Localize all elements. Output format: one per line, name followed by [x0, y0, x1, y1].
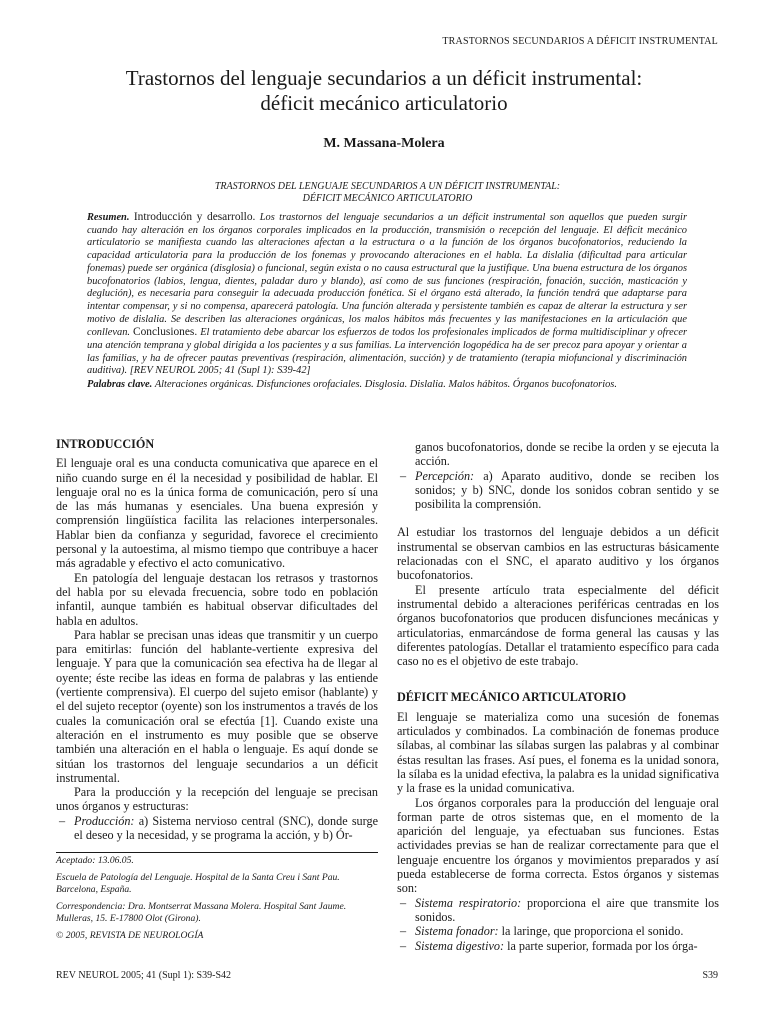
- copyright-text: 2005, REVISTA DE NEUROLOGÍA: [65, 930, 204, 941]
- footnotes: [56, 855, 378, 947]
- section-heading-deficit-mecanico: DÉFICIT MECÁNICO ARTICULATORIO: [397, 690, 627, 705]
- paragraph: El lenguaje se materializa como una sucesión de fonemas articulados y combinados. La combinación de fonemas produce sílabas, al combinar las sílabas surgen las palabras y al combinar éstas resultan las frases. Así pues, el fonema es la unidad sonora, la sílaba es la unidad efectiva, la palabra es la unidad significativa y la frase es la unidad comunicativa.: [397, 709, 719, 796]
- dash-marker: –: [400, 938, 407, 953]
- list-item-text: a) Aparato auditivo, donde se reciben los sonidos; y b) SNC, donde los sonidos cobran sentido y se posibilita la comprensión.: [415, 468, 720, 512]
- english-subtitle: [150, 181, 625, 205]
- list-item: [397, 440, 719, 469]
- footnote-affiliation: Escuela de Patología del Lenguaje. Hospital de la Santa Creu i Sant Pau. Barcelona, España.: [56, 872, 340, 895]
- author: M. Massana-Molera: [323, 136, 445, 151]
- paragraph: Para hablar se precisan unas ideas que transmitir y un cuerpo para emitirlas: función del hablante-vertiente expresiva del lenguaje. Y para que la comunicación sea efectiva ha de llegar al oyente; éste recibe las ideas en forma de palabras y las entiende (vertiente comprensiva). El cuerpo del sujeto emisor (hablante) y el del sujeto receptor (oyente) son los instrumentos a través de los cuales la comunicación oral se efectúa [1]. Cuando existe una alteración en el instrumento es muy posible que se observe también una alteración en el habla o lenguaje. Es aquí donde se sitúan los trastornos del lenguaje secundarios a un déficit instrumental.: [56, 627, 378, 785]
- article-title: [60, 66, 708, 116]
- list-item-label: Sistema fonador:: [415, 924, 499, 939]
- title-line-2: déficit mecánico articulatorio: [260, 91, 508, 115]
- footnote-correspondence: Correspondencia: Dra. Montserrat Massana Molera. Hospital Sant Jaume. Mulleras, 15. E-17800 Olot (Girona).: [56, 901, 347, 924]
- paragraph: El presente artículo trata especialmente del déficit instrumental debido a alteraciones periféricas centradas en los órganos bucofonatorios que producen disfunciones mecánicas y articulatorias, enmarcándose de forma general las causas y las diferentes patologías. Detallar el tratamiento específico para cada caso no es el objetivo de este trabajo.: [397, 582, 719, 669]
- organ-list-continued: [397, 440, 719, 511]
- page-number: S39: [702, 970, 718, 981]
- left-column: [56, 437, 378, 842]
- list-item: [56, 814, 378, 843]
- footnote-accepted: Aceptado: 13.06.05.: [56, 855, 134, 866]
- footnote-divider: [56, 852, 378, 853]
- paragraph: Los órganos corporales para la producción del lenguaje oral forman parte de otros sistemas que, en el momento de la aparición del lenguaje, ya efectuaban sus funciones. Estas actividades previas se han de realizar correctamente para que el lenguaje encuentre los órganos y movimientos preparados y así pueda establecerse de forma correcta. Estos órganos y sistemas son:: [397, 795, 719, 896]
- running-head: TRASTORNOS SECUNDARIOS A DÉFICIT INSTRUMENTAL: [442, 36, 718, 47]
- list-item: [397, 939, 719, 953]
- keywords-text: Alteraciones orgánicas. Disfunciones orofaciales. Disglosia. Dislalia. Malos hábitos. Órganos bucofonatorios.: [154, 379, 617, 391]
- list-item: [397, 896, 719, 925]
- abstract-intro-heading: Introducción y desarrollo.: [133, 211, 256, 223]
- paragraph: Al estudiar los trastornos del lenguaje debidos a un déficit instrumental se observan cambios en las estructuras básicamente relacionadas con el SNC, el aparato auditivo y los órganos bucofonatorios.: [397, 525, 719, 583]
- list-item-text: la laringe, que proporciona el sonido.: [501, 924, 684, 939]
- journal-citation-footer: REV NEUROL 2005; 41 (Supl 1): S39-S42: [56, 970, 232, 981]
- keywords-label: Palabras clave.: [87, 379, 153, 391]
- list-item: [397, 924, 719, 938]
- paragraph: Para la producción y la recepción del lenguaje se precisan unos órganos y estructuras:: [56, 785, 378, 814]
- list-item-text: ganos bucofonatorios, donde se recibe la orden y se ejecuta la acción.: [415, 440, 719, 469]
- list-item-label: Sistema digestivo:: [415, 938, 505, 953]
- abstract-label: Resumen.: [87, 212, 130, 223]
- abstract-intro-text: Los trastornos del lenguaje secundarios a un déficit instrumental son aquellos que pueden surgir cuando hay alteración en los órganos corporales implicados en la producción, transmisión o recepción del lenguaje. El déficit mecánico articulatorio se manifiesta cuando las alteraciones afectan a la estructura o a la función de los órganos bucofonatorios, reduciendo la capacidad articulatoria para la producción de los fonemas y provocando alteraciones en el habla. La dislalia (dificultad para articular fonemas) puede ser orgánica (disglosia) o funcional, según exista o no causa estructural que la justifique. Una buena estructura de los órganos bucofonatorios (labios, lengua, dientes, paladar duro y blando), así como de sus funciones (respiración, fonación, succión, masticación y deglución), es necesaria para conseguir la adecuada producción fonética. Si el órgano está alterado, la función tendrá que adaptarse para intentar compensar, y si no compensa, aparecerá patología. Una función alterada y persistente también es capaz de alterar la estructura y ser motivo de dislalia. Se describen las alteraciones orgánicas, los malos hábitos más frecuentes y las manifestaciones en la articulación que conllevan.: [87, 212, 687, 339]
- list-item-text: proporciona el aire que transmite los sonidos.: [415, 895, 719, 924]
- list-item: [397, 469, 719, 512]
- list-item-text: la parte superior, formada por los órga-: [507, 938, 698, 953]
- paragraph: El lenguaje oral es una conducta comunicativa que aparece en el niño cuando surge en él la necesidad y posibilidad de hablar. El lenguaje oral no es la única forma de comunicación, pero sí una de las más humanas y esenciales. Una buena expresión y comprensión lingüística facilita las relaciones interpersonales. Hablar bien da confianza y seguridad, favorece el crecimiento personal y la autoestima, al mismo tiempo que contribuye a hacer más agradable y efectivo el acto comunicativo.: [56, 456, 378, 571]
- list-item-label: Producción:: [74, 813, 135, 828]
- systems-list: [397, 896, 719, 953]
- title-line-1: Trastornos del lenguaje secundarios a un déficit instrumental:: [125, 66, 643, 90]
- list-item-label: Percepción:: [415, 468, 475, 483]
- subtitle-line-1: TRASTORNOS DEL LENGUAJE SECUNDARIOS A UN DÉFICIT INSTRUMENTAL:: [214, 181, 561, 192]
- abstract-conclusions-text: El tratamiento debe abarcar los esfuerzos de todos los profesionales implicados de forma multidisciplinar y ofrecer una atención temprana y global dirigida a los pacientes y a sus familias. La intervención logopédica ha de ser precoz para apoyar y orientar a las familias, y ha de ofrecer pautas preventivas (respiración, alimentación, succión) y de tratamiento (terapia miofuncional y discriminación auditiva). [REV NEUROL 2005; 41 (Supl 1): S39-42]: [87, 327, 687, 377]
- section-heading-introduccion: INTRODUCCIÓN: [56, 437, 155, 451]
- footnote-copyright: [56, 930, 378, 942]
- abstract: [87, 211, 687, 392]
- right-column: [397, 440, 719, 953]
- dash-marker: –: [400, 895, 407, 910]
- paragraph: En patología del lenguaje destacan los retrasos y trastornos del habla por su elevada frecuencia, sobre todo en población infantil, aunque también es habitual observar dificultades del habla en adultos.: [56, 570, 378, 628]
- list-item-text: a) Sistema nervioso central (SNC), donde surge el deseo y la necesidad, y se programa la acción, y b) Ór-: [74, 813, 378, 843]
- dash-marker: –: [400, 924, 407, 939]
- organ-list: [56, 814, 378, 843]
- abstract-conclusions-heading: Conclusiones.: [132, 326, 198, 339]
- subtitle-line-2: DÉFICIT MECÁNICO ARTICULATORIO: [302, 193, 473, 204]
- dash-marker: –: [400, 468, 407, 483]
- list-item-label: Sistema respiratorio:: [415, 895, 522, 910]
- copyright-symbol: ©: [56, 930, 64, 941]
- dash-marker: –: [59, 813, 66, 828]
- keywords: [87, 379, 687, 392]
